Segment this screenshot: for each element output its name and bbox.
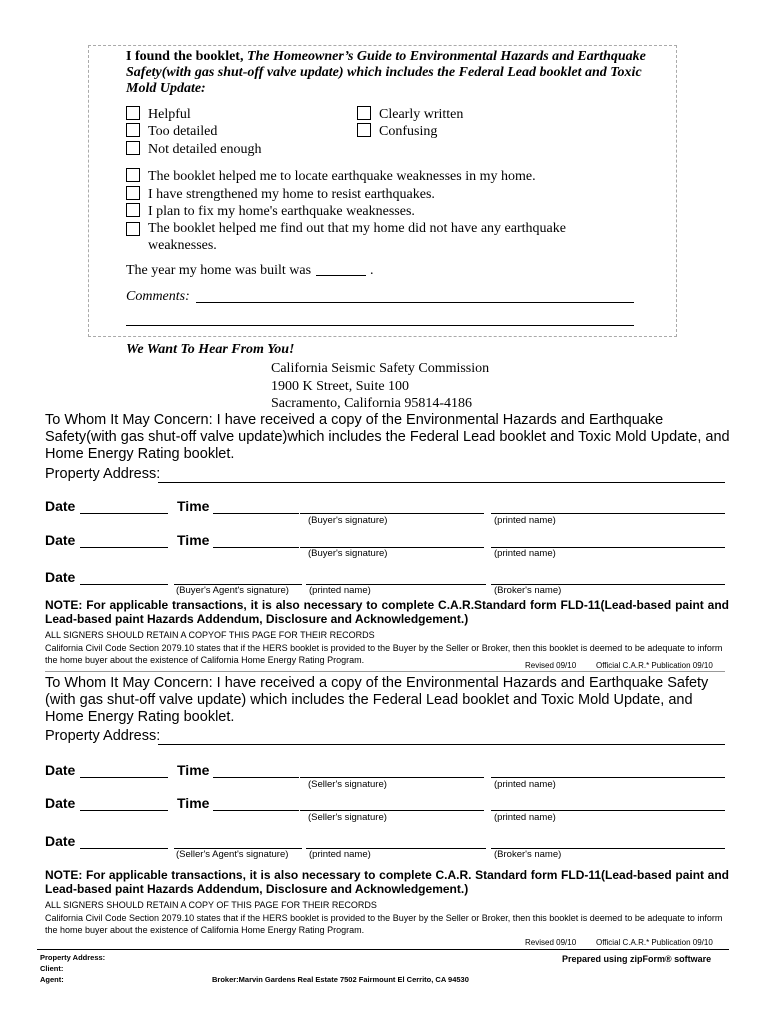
seller-printed-caption-1: (printed name) bbox=[494, 779, 556, 790]
buyer-agent-printed-caption: (printed name) bbox=[309, 585, 371, 596]
comments-label: Comments: bbox=[126, 289, 190, 304]
comments-field-1[interactable] bbox=[196, 302, 634, 303]
intro-bold: I found the booklet, bbox=[126, 49, 244, 64]
checkbox-confusing[interactable]: Confusing bbox=[357, 123, 437, 140]
seller-printed-field-1[interactable] bbox=[491, 777, 725, 778]
checkbox-too-detailed[interactable]: Too detailed bbox=[126, 123, 217, 140]
checkbox[interactable] bbox=[126, 141, 140, 155]
intro-italic: The Homeowner’s Guide to Environmental Hazards and Earthquake Safety(with gas shut-off valve update) which includes the Federal Lead booklet and Toxic Mold Update: bbox=[126, 49, 646, 96]
year-built-field[interactable] bbox=[316, 275, 366, 276]
seller-agent-signature-caption: (Seller's Agent's signature) bbox=[176, 849, 289, 860]
buyer-printed-caption-2: (printed name) bbox=[494, 548, 556, 559]
buyer-note: NOTE: For applicable transactions, it is also necessary to complete C.A.R.Standard form FLD-11(Lead-based paint and Lead-based paint Hazards Addendum, Disclosure and Acknowledgement.) bbox=[45, 598, 729, 626]
seller-concern-text: To Whom It May Concern: I have received a copy of the Environmental Hazards and Earthquake Safety (with gas shut-off valve update) which includes the Federal Lead booklet and Toxic Mold Update, and Home Energy Rating booklet. bbox=[45, 675, 709, 725]
footer-broker: Broker:Marvin Gardens Real Estate 7502 Fairmount El Cerrito, CA 94530 bbox=[212, 975, 469, 984]
seller-broker-caption: (Broker's name) bbox=[494, 849, 562, 860]
checkbox[interactable] bbox=[126, 222, 140, 236]
buyer-concern-text: To Whom It May Concern: I have received a copy of the Environmental Hazards and Earthquake Safety(with gas shut-off valve update)which includes the Federal Lead booklet and Toxic Mold Update, and Home Energy Rating booklet. bbox=[45, 412, 730, 462]
seller-time-field-2[interactable] bbox=[213, 810, 299, 811]
seller-property-field[interactable] bbox=[158, 744, 725, 745]
year-period: . bbox=[370, 263, 374, 278]
seller-retain-notice: ALL SIGNERS SHOULD RETAIN A COPY OF THIS PAGE FOR THEIR RECORDS bbox=[45, 900, 377, 910]
footer-agent-label: Agent: bbox=[40, 975, 64, 984]
year-built-label: The year my home was built was bbox=[126, 263, 312, 278]
buyer-date-field-2[interactable] bbox=[80, 547, 168, 548]
seller-date-label-3: Date bbox=[45, 833, 76, 849]
buyer-property-field[interactable] bbox=[158, 482, 725, 483]
seller-printed-caption-2: (printed name) bbox=[494, 812, 556, 823]
buyer-date-label-3: Date bbox=[45, 569, 76, 585]
checkbox[interactable] bbox=[357, 106, 371, 120]
seller-date-field-2[interactable] bbox=[80, 810, 168, 811]
comments-field-2[interactable] bbox=[126, 325, 634, 326]
buyer-signature-caption-2: (Buyer's signature) bbox=[308, 548, 388, 559]
buyer-retain-notice: ALL SIGNERS SHOULD RETAIN A COPYOF THIS PAGE FOR THEIR RECORDS bbox=[45, 630, 375, 640]
seller-time-field-1[interactable] bbox=[213, 777, 299, 778]
seller-printed-field-2[interactable] bbox=[491, 810, 725, 811]
buyer-time-field-2[interactable] bbox=[213, 547, 299, 548]
contact-street: 1900 K Street, Suite 100 bbox=[271, 378, 410, 394]
checkbox[interactable] bbox=[126, 106, 140, 120]
buyer-printed-caption-1: (printed name) bbox=[494, 515, 556, 526]
checkbox-eq-3[interactable]: I plan to fix my home's earthquake weaknesses. bbox=[126, 203, 415, 220]
checkbox-helpful[interactable]: Helpful bbox=[126, 106, 191, 123]
checkbox-eq-1[interactable]: The booklet helped me to locate earthquake weaknesses in my home. bbox=[126, 168, 536, 185]
seller-note: NOTE: For applicable transactions, it is also necessary to complete C.A.R. Standard form FLD-11(Lead-based paint and Lead-based paint Hazards Addendum, Disclosure and Acknowledgement.) bbox=[45, 868, 729, 896]
seller-civil-code: California Civil Code Section 2079.10 states that if the HERS booklet is provided to the Buyer by the Seller or Broker, then this booklet is deemed to be adequate to inform the home buyer about the existence of California Home Energy Rating Program. bbox=[45, 913, 723, 935]
checkbox[interactable] bbox=[357, 123, 371, 137]
buyer-printed-field-1[interactable] bbox=[491, 513, 725, 514]
survey-intro bbox=[126, 49, 656, 97]
seller-publication: Official C.A.R.* Publication 09/10 bbox=[596, 938, 713, 947]
buyer-signature-caption-1: (Buyer's signature) bbox=[308, 515, 388, 526]
checkbox-eq-2[interactable]: I have strengthened my home to resist earthquakes. bbox=[126, 186, 435, 203]
seller-revised: Revised 09/10 bbox=[525, 938, 577, 947]
buyer-signature-field-1[interactable] bbox=[300, 513, 484, 514]
seller-date-label-2: Date bbox=[45, 795, 76, 811]
seller-time-label-2: Time bbox=[177, 795, 210, 811]
checkbox[interactable] bbox=[126, 168, 140, 182]
buyer-broker-caption: (Broker's name) bbox=[494, 585, 562, 596]
seller-agent-printed-caption: (printed name) bbox=[309, 849, 371, 860]
buyer-date-field-1[interactable] bbox=[80, 513, 168, 514]
checkbox[interactable] bbox=[126, 123, 140, 137]
seller-property-label: Property Address: bbox=[45, 728, 161, 744]
buyer-property-label: Property Address: bbox=[45, 466, 161, 482]
checkbox[interactable] bbox=[126, 186, 140, 200]
checkbox-clearly-written[interactable]: Clearly written bbox=[357, 106, 463, 123]
footer-prepared: Prepared using zipForm® software bbox=[562, 954, 712, 964]
buyer-publication: Official C.A.R.* Publication 09/10 bbox=[596, 661, 713, 670]
footer-divider bbox=[37, 949, 729, 950]
buyer-date-field-3[interactable] bbox=[80, 584, 168, 585]
buyer-date-label-2: Date bbox=[45, 532, 76, 548]
buyer-civil-code: California Civil Code Section 2079.10 states that if the HERS booklet is provided to the Buyer by the Seller or Broker, then this booklet is deemed to be adequate to inform the home buyer about the existence of California Home Energy Rating Program. bbox=[45, 643, 723, 665]
buyer-time-field-1[interactable] bbox=[213, 513, 299, 514]
buyer-revised: Revised 09/10 bbox=[525, 661, 577, 670]
contact-org: California Seismic Safety Commission bbox=[271, 361, 490, 376]
seller-signature-field-1[interactable] bbox=[300, 777, 484, 778]
seller-signature-field-2[interactable] bbox=[300, 810, 484, 811]
buyer-time-label-2: Time bbox=[177, 532, 210, 548]
seller-date-field-3[interactable] bbox=[80, 848, 168, 849]
seller-signature-caption-1: (Seller's signature) bbox=[308, 779, 387, 790]
checkbox-eq-4[interactable]: The booklet helped me find out that my home did not have any earthquake weaknesses. bbox=[126, 220, 576, 254]
buyer-agent-signature-caption: (Buyer's Agent's signature) bbox=[176, 585, 289, 596]
seller-time-label-1: Time bbox=[177, 762, 210, 778]
section-divider bbox=[45, 671, 725, 672]
contact-address bbox=[271, 360, 489, 413]
footer-property-label: Property Address: bbox=[40, 953, 106, 962]
seller-date-label-1: Date bbox=[45, 762, 76, 778]
footer-client-label: Client: bbox=[40, 964, 64, 973]
checkbox-not-detailed[interactable]: Not detailed enough bbox=[126, 141, 262, 158]
seller-signature-caption-2: (Seller's signature) bbox=[308, 812, 387, 823]
seller-date-field-1[interactable] bbox=[80, 777, 168, 778]
buyer-date-label-1: Date bbox=[45, 498, 76, 514]
buyer-time-label-1: Time bbox=[177, 498, 210, 514]
checkbox[interactable] bbox=[126, 203, 140, 217]
contact-heading: We Want To Hear From You! bbox=[126, 342, 295, 357]
contact-city: Sacramento, California 95814-4186 bbox=[271, 396, 473, 411]
